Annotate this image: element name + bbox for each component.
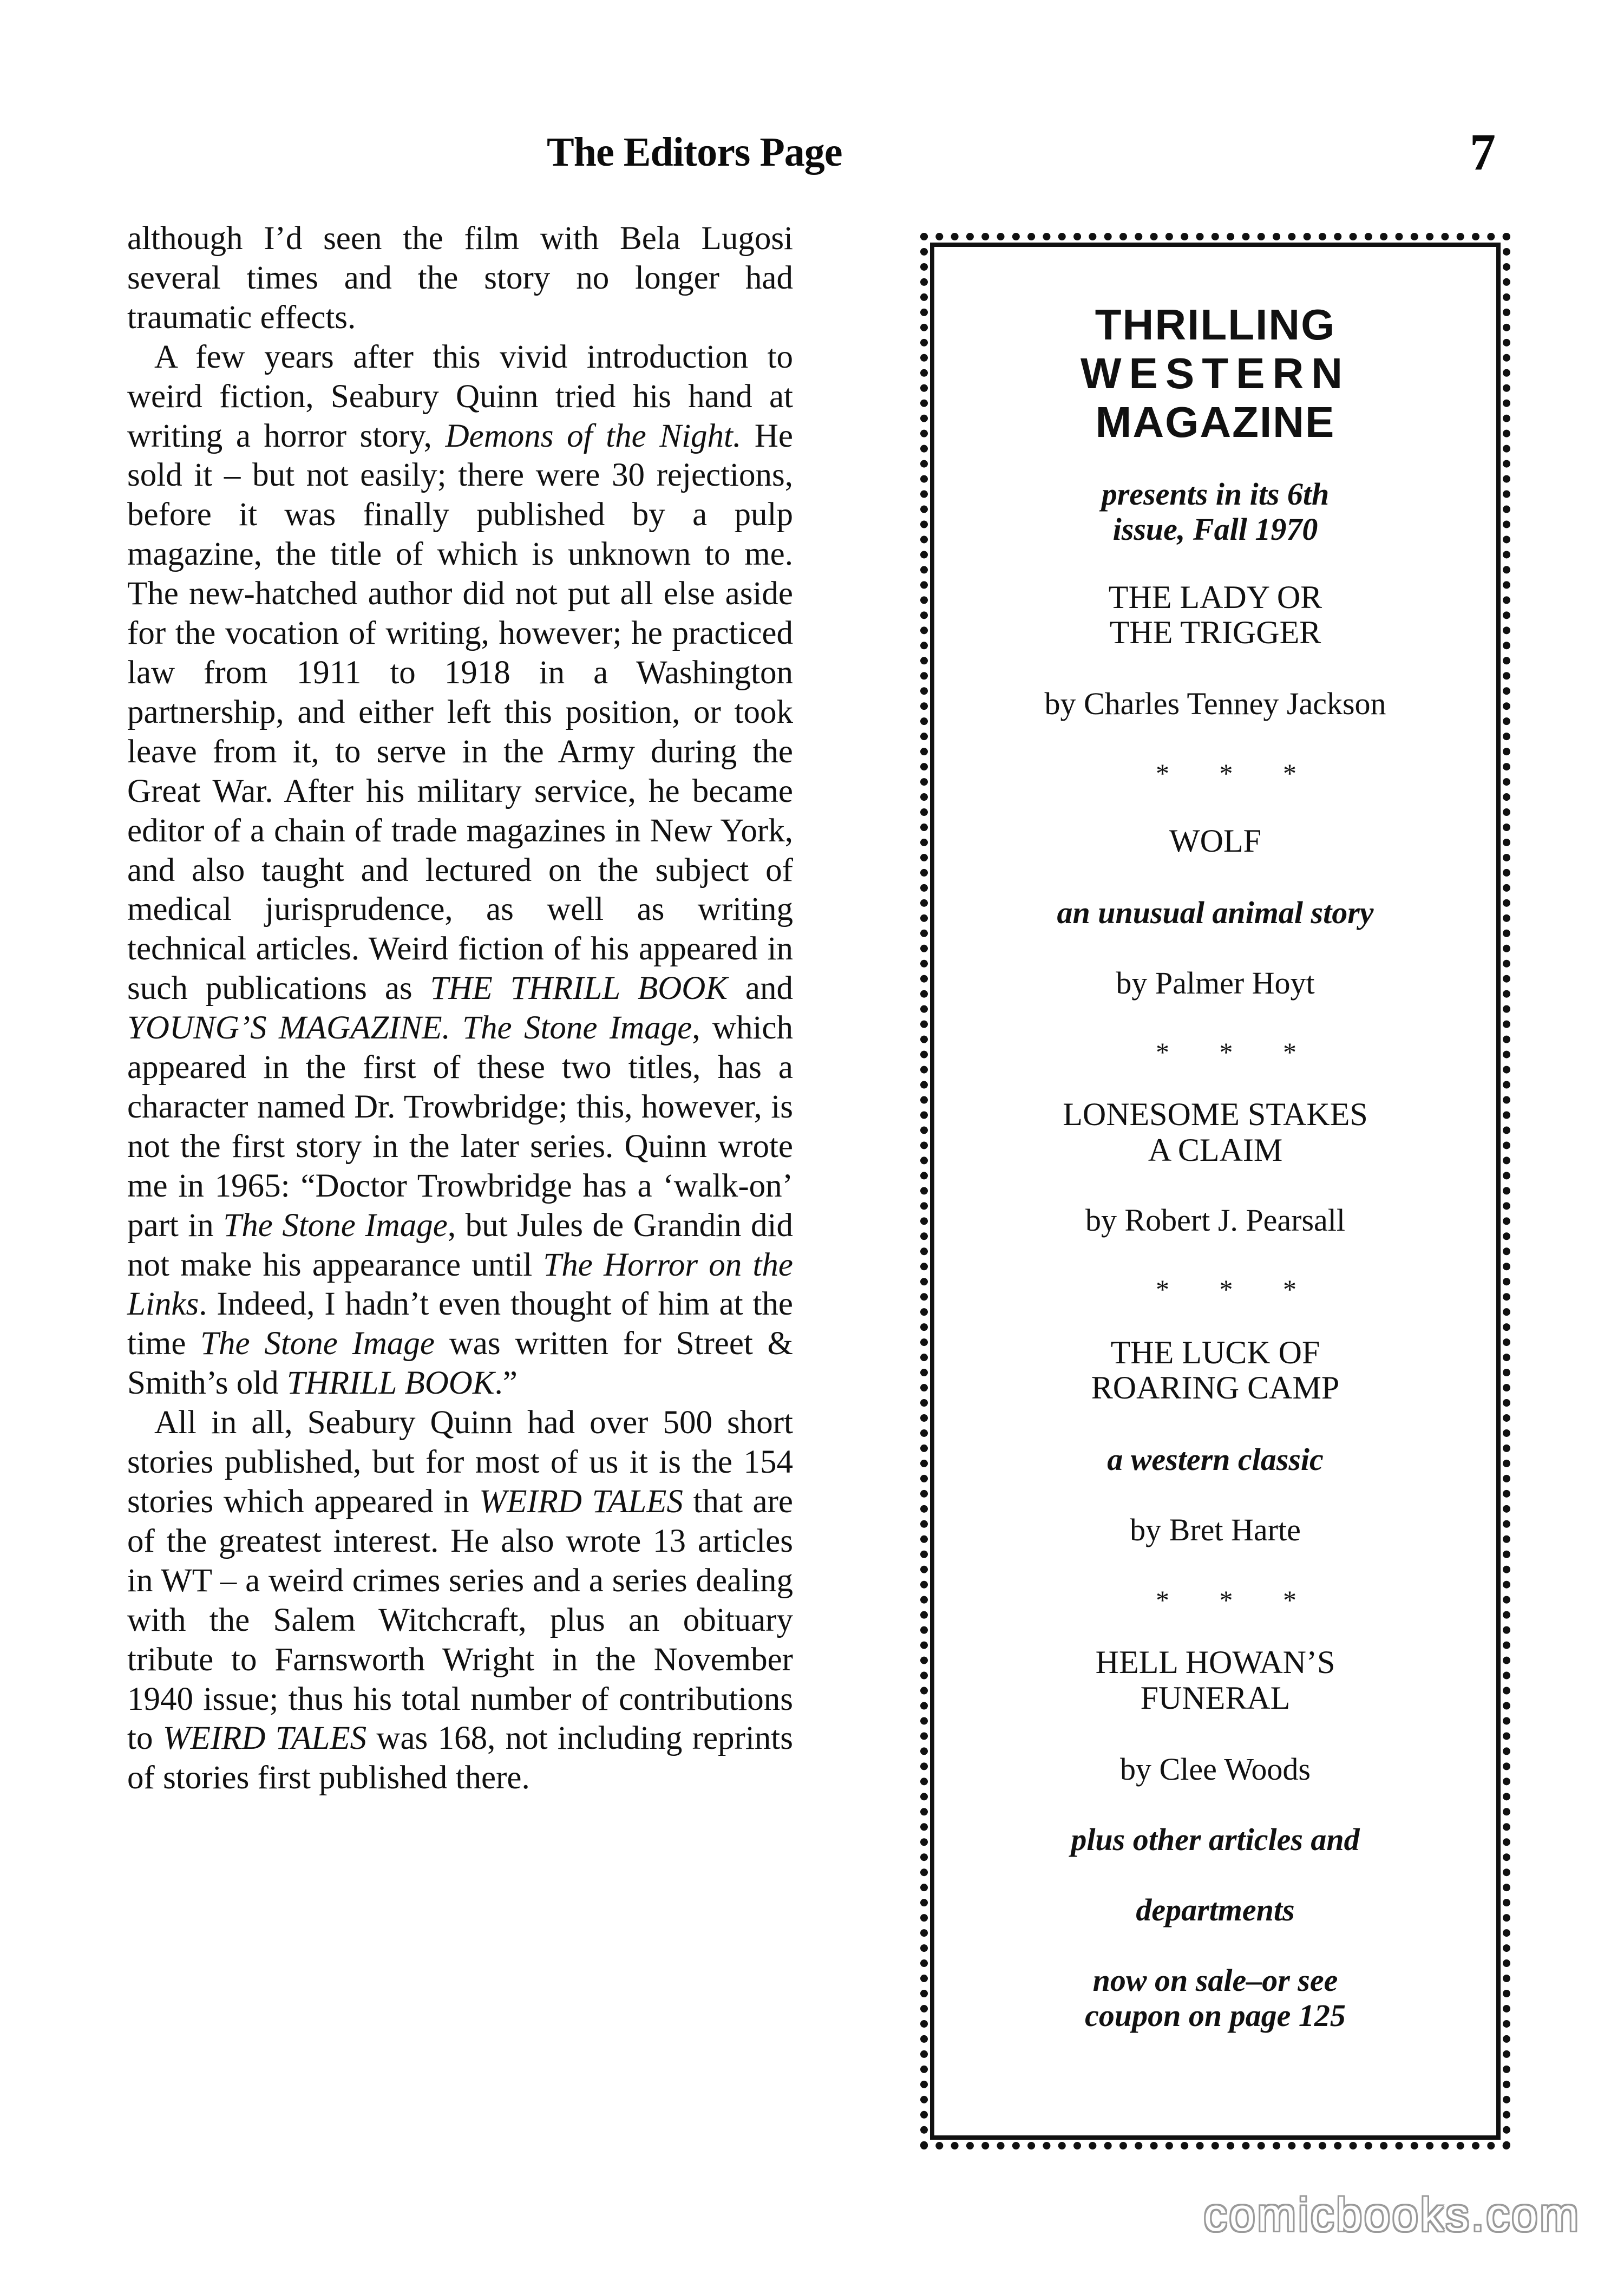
ad-cta-line-1: now on sale–or see [1092,1963,1338,1998]
story-1-title-line-2: THE TRIGGER [1109,615,1321,650]
story-3-title-line-1: LONESOME STAKES [1063,1096,1368,1132]
story-3-title-line-2: A CLAIM [1148,1132,1283,1168]
ad-presents-line-2: issue, Fall 1970 [1112,512,1318,547]
ad-separator-stars: * * * [1156,758,1318,788]
ad-masthead-line-1: THRILLING [1095,300,1336,349]
story-5-title-line-1: HELL HOWAN’S [1095,1644,1335,1680]
story-4-title-line-1: THE LUCK OF [1110,1335,1320,1370]
magazine-advertisement-box [920,233,1510,2149]
ad-cta-line-2: coupon on page 125 [1085,1998,1346,2033]
page-number: 7 [1470,123,1496,181]
page-header-title: The Editors Page [547,129,842,175]
ad-presents-line-1: presents in its 6th [1101,476,1330,512]
story-2-tagline: an unusual animal story [1057,895,1374,930]
story-3-byline: by Robert J. Pearsall [1085,1203,1346,1238]
story-4-tagline: a western classic [1107,1442,1324,1477]
story-4-byline: by Bret Harte [1130,1512,1301,1547]
article-column [127,219,793,1798]
ad-masthead-line-2: WESTERN [1081,349,1350,397]
ad-separator-stars: * * * [1156,1274,1318,1304]
article-paragraph-1: although I’d seen the film with Bela Lugosi several times and the story no longer had traumatic effects. [127,220,793,336]
site-watermark: comicbooks.com [1203,2189,1581,2241]
story-4-title-line-2: ROARING CAMP [1091,1370,1340,1406]
ad-separator-stars: * * * [1156,1585,1318,1615]
story-2-byline: by Palmer Hoyt [1116,965,1315,1001]
story-1-title-line-1: THE LADY OR [1108,579,1322,615]
article-paragraph-3: All in all, Seabury Quinn had over 500 short stories published, but for most of us it is the 154 stories which appeared in WEIRD TALES that are of the greatest interest. He also wrote 13 articles in WT – a weird crimes series and a series dealing with the Salem Witchcraft, plus an obituary tribute to Farnsworth Wright in the November 1940 issue; thus his total number of contributions to WEIRD TALES was 168, not including reprints of stories first published there. [127,1404,793,1796]
ad-closing-line-1: plus other articles and [1071,1822,1360,1857]
article-paragraph-2: A few years after this vivid introduction to weird fiction, Seabury Quinn tried his hand at writing a horror story, Demons of the Night. He sold it – but not easily; there were 30 rejections, before it was finally published by a pulp magazine, the title of which is unknown to me. The new-hatched author did not put all else aside for the vocation of writing, however; he practiced law from 1911 to 1918 in a Washington partnership, and either left this position, or took leave from it, to serve in the Army during the Great War. After his military service, he became editor of a chain of trade magazines in New York, and also taught and lectured on the subject of medical jurisprudence, as well as writing technical articles. Weird fiction of his appeared in such publications as THE THRILL BOOK and YOUNG’S MAGAZINE. The Stone Image, which appeared in the first of these two titles, has a character named Dr. Trowbridge; this, however, is not the first story in the later series. Quinn wrote me in 1965: “Doctor Trowbridge has a ‘walk-on’ part in The Stone Image, but Jules de Grandin did not make his appearance until The Horror on the Links. Indeed, I hadn’t even thought of him at the time The Stone Image was written for Street & Smith’s old THRILL BOOK.” [127,338,794,1402]
story-5-byline: by Clee Woods [1120,1752,1311,1787]
story-5-title-line-2: FUNERAL [1140,1680,1291,1716]
ad-separator-stars: * * * [1156,1037,1318,1067]
story-2-title: WOLF [1169,823,1261,859]
ad-closing-line-2: departments [1136,1892,1295,1927]
ad-masthead-line-3: MAGAZINE [1095,398,1335,446]
story-1-byline: by Charles Tenney Jackson [1044,686,1386,721]
